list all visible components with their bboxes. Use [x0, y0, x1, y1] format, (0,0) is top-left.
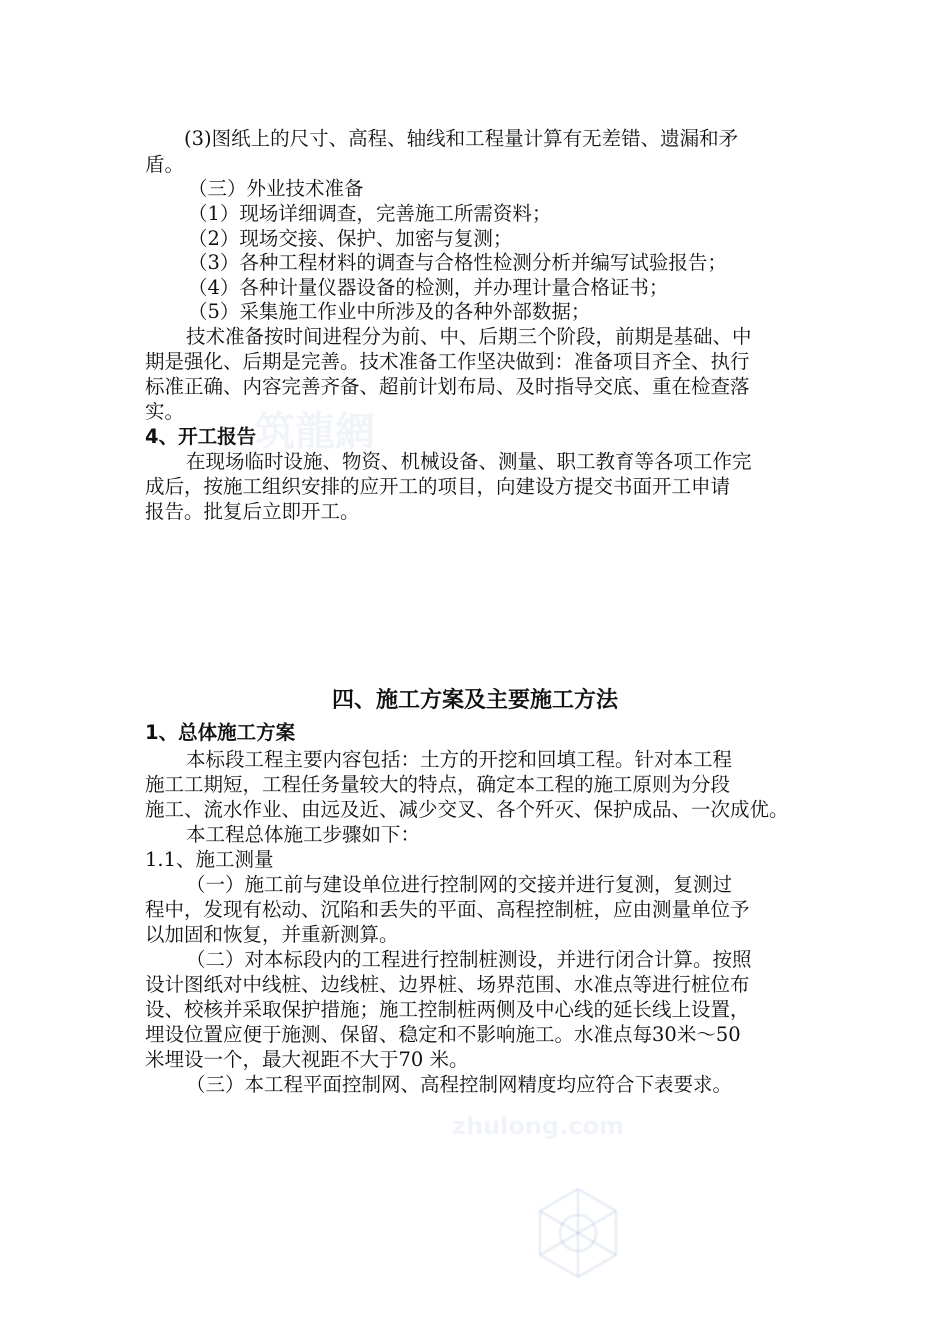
- paragraph-line: （一）施工前与建设单位进行控制网的交接并进行复测，复测过: [186, 873, 733, 896]
- watermark-zhulong-com: zhulong.com: [452, 1112, 624, 1140]
- paragraph-line: 成后，按施工组织安排的应开工的项目，向建设方提交书面开工申请: [145, 475, 731, 498]
- list-item: （2）现场交接、保护、加密与复测；: [188, 227, 513, 250]
- watermark-zhulong-cn: 筑龍網: [255, 409, 375, 455]
- list-item: （1）现场详细调查，完善施工所需资料；: [188, 202, 552, 225]
- subheading-field-prep: （三）外业技术准备: [188, 177, 364, 200]
- paragraph-line: 程中，发现有松动、沉陷和丢失的平面、高程控制桩，应由测量单位予: [145, 898, 750, 921]
- paragraph-line: 技术准备按时间进程分为前、中、后期三个阶段，前期是基础、中: [186, 325, 752, 348]
- paragraph-line: 实。: [145, 400, 185, 423]
- paragraph-line: （三）本工程平面控制网、高程控制网精度均应符合下表要求。: [186, 1073, 733, 1096]
- heading-overall-plan: 1、总体施工方案: [145, 721, 296, 744]
- watermark-logo-icon: [530, 1185, 626, 1281]
- paragraph-line: 施工工期短，工程任务量较大的特点，确定本工程的施工原则为分段: [145, 773, 731, 796]
- heading-survey: 1.1、施工测量: [145, 848, 274, 871]
- list-item: （5）采集施工作业中所涉及的各种外部数据；: [188, 300, 591, 323]
- paragraph-line: (3)图纸上的尺寸、高程、轴线和工程量计算有无差错、遗漏和矛: [184, 127, 739, 150]
- paragraph-line: 以加固和恢复，并重新测算。: [145, 923, 399, 946]
- paragraph-line: 期是强化、后期是完善。技术准备工作坚决做到：准备项目齐全、执行: [145, 350, 750, 373]
- list-item: （3）各种工程材料的调查与合格性检测分析并编写试验报告；: [188, 251, 727, 274]
- paragraph-line: 米埋设一个，最大视距不大于70 米。: [145, 1048, 469, 1071]
- paragraph-line: 埋设位置应便于施测、保留、稳定和不影响施工。水准点每30米～50: [145, 1023, 741, 1046]
- section-title: 四、施工方案及主要施工方法: [331, 688, 618, 713]
- heading-kaigong-report: 4、开工报告: [145, 425, 257, 448]
- list-item: （4）各种计量仪器设备的检测，并办理计量合格证书；: [188, 276, 669, 299]
- paragraph-line: 设计图纸对中线桩、边线桩、边界桩、场界范围、水准点等进行桩位布: [145, 973, 750, 996]
- paragraph-line: 在现场临时设施、物资、机械设备、测量、职工教育等各项工作完: [186, 450, 752, 473]
- paragraph-line: 设、校核并采取保护措施；施工控制桩两侧及中心线的延长线上设置，: [145, 998, 750, 1021]
- paragraph-line: 报告。批复后立即开工。: [145, 500, 360, 523]
- paragraph-line: 本工程总体施工步骤如下：: [186, 823, 421, 846]
- paragraph-line: 标准正确、内容完善齐备、超前计划布局、及时指导交底、重在检查落: [145, 375, 750, 398]
- paragraph-line: 盾。: [145, 153, 185, 176]
- paragraph-line: （二）对本标段内的工程进行控制桩测设，并进行闭合计算。按照: [186, 948, 752, 971]
- paragraph-line: 施工、流水作业、由远及近、减少交叉、各个歼灭、保护成品、一次成优。: [145, 798, 789, 821]
- paragraph-line: 本标段工程主要内容包括：土方的开挖和回填工程。针对本工程: [186, 748, 733, 771]
